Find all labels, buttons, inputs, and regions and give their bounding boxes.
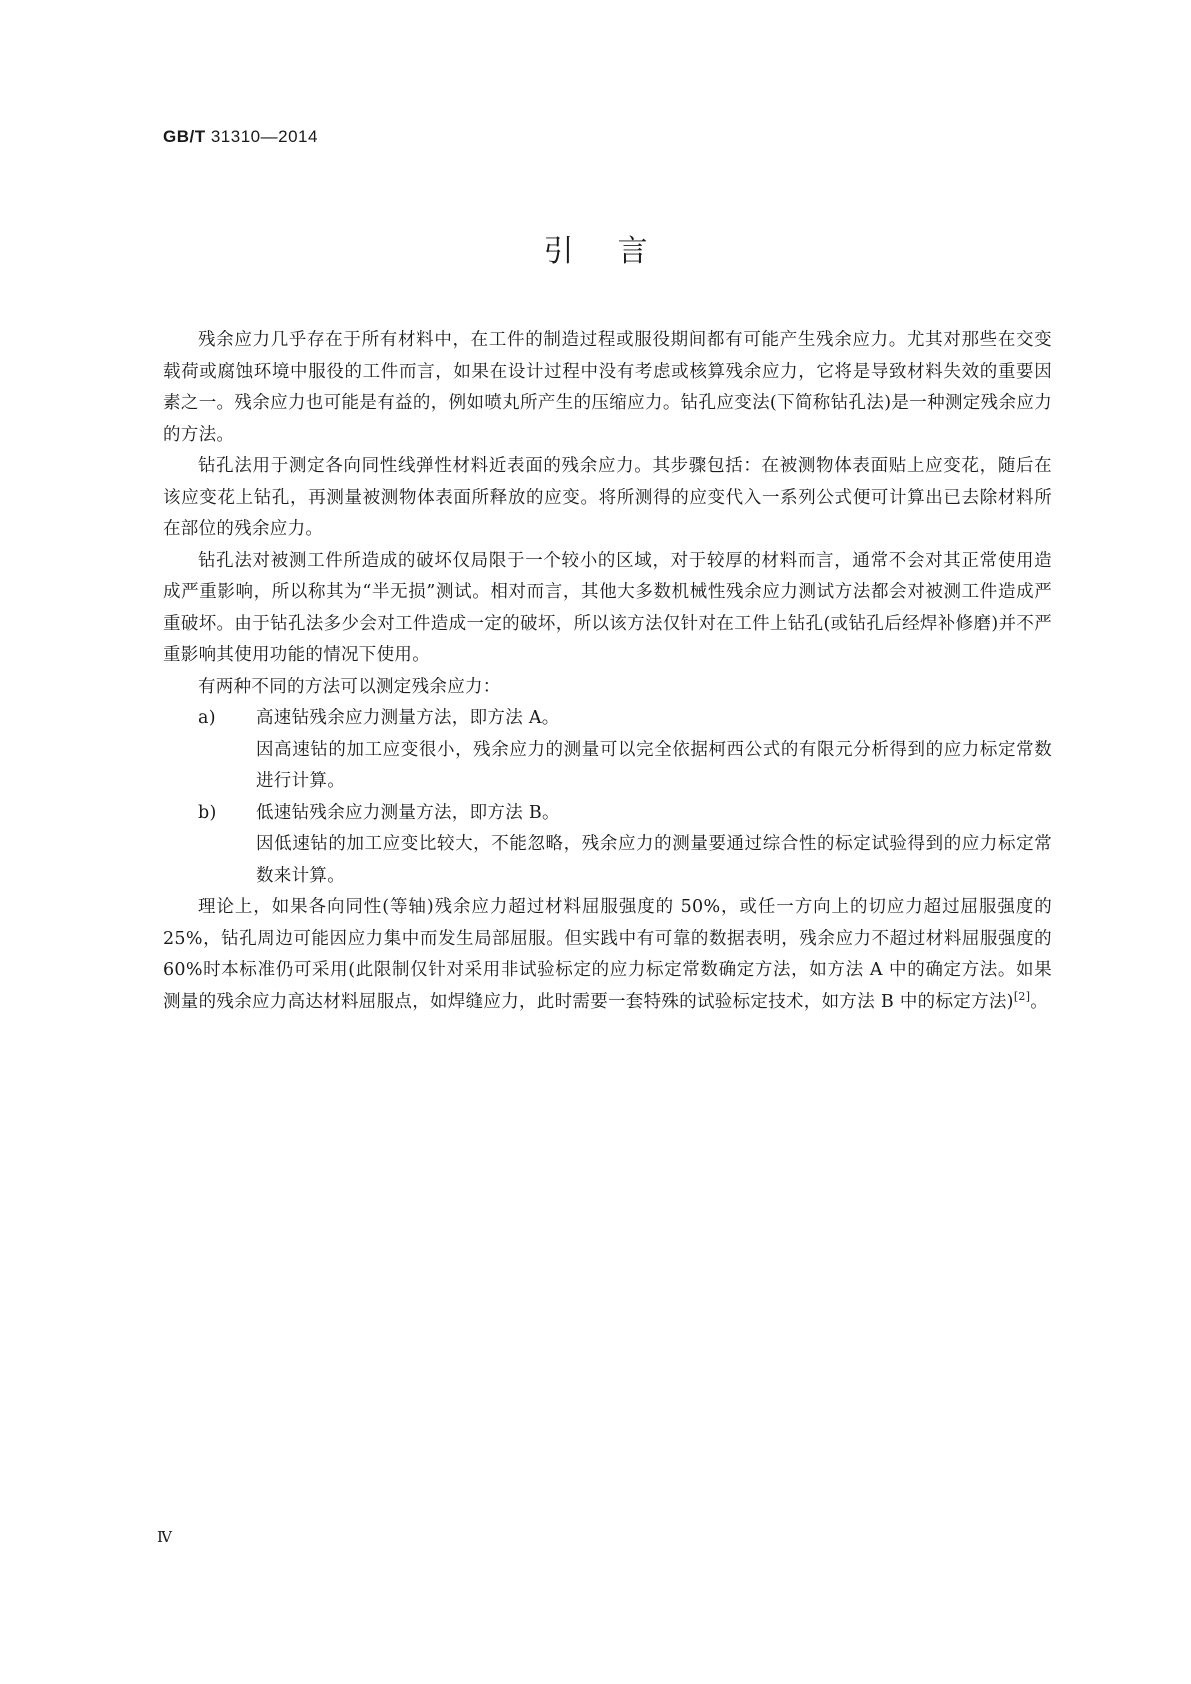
list-detail: 因低速钻的加工应变比较大，不能忽略，残余应力的测量要通过综合性的标定试验得到的应力标定常数来计算。 <box>256 834 1052 886</box>
list-marker: a) <box>198 708 216 728</box>
paragraph: 残余应力几乎存在于所有材料中，在工件的制造过程或服役期间都有可能产生残余应力。尤其对那些在交变载荷或腐蚀环境中服役的工件而言，如果在设计过程中没有考虑或核算残余应力，它将是导致材料失效的重要因素之一。残余应力也可能是有益的，例如喷丸所产生的压缩应力。钻孔应变法(下简称钻孔法)是一种测定残余应力的方法。 <box>163 330 1052 445</box>
closing-end: 。 <box>1030 991 1049 1012</box>
list-body <box>256 703 1052 798</box>
page-number: Ⅳ <box>157 1528 172 1546</box>
list-heading: 高速钻残余应力测量方法，即方法 A。 <box>256 708 560 728</box>
paragraph: 钻孔法用于测定各向同性线弹性材料近表面的残余应力。其步骤包括：在被测物体表面贴上应变花，随后在该应变花上钻孔，再测量被测物体表面所释放的应变。将所测得的应变代入一系列公式便可计算出已去除材料所在部位的残余应力。 <box>163 456 1052 539</box>
page-title: 引言 <box>543 234 692 269</box>
list-detail: 因高速钻的加工应变很小，残余应力的测量可以完全依据柯西公式的有限元分析得到的应力标定常数进行计算。 <box>256 739 1052 791</box>
list-item-a <box>163 703 1052 798</box>
list-marker: b) <box>198 802 217 823</box>
list-heading: 低速钻残余应力测量方法，即方法 B。 <box>256 802 560 823</box>
standard-code <box>163 127 318 147</box>
document-body <box>163 325 1052 1018</box>
standard-number: 31310—2014 <box>210 127 318 146</box>
standard-prefix: GB/T <box>163 127 206 146</box>
list-item-b <box>163 798 1052 893</box>
paragraph: 钻孔法对被测工件所造成的破坏仅局限于一个较小的区域，对于较厚的材料而言，通常不会对其正常使用造成严重影响，所以称其为“半无损”测试。相对而言，其他大多数机械性残余应力测试方法都会对被测工件造成严重破坏。由于钻孔法多少会对工件造成一定的破坏，所以该方法仅针对在工件上钻孔(或钻孔后经焊补修磨)并不严重影响其使用功能的情况下使用。 <box>163 550 1052 665</box>
closing-text: 理论上，如果各向同性(等轴)残余应力超过材料屈服强度的 50%，或任一方向上的切应力超过屈服强度的 25%，钻孔周边可能因应力集中而发生局部屈服。但实践中有可靠的数据表明，残余应力不超过材料屈服强度的 60%时本标准仍可采用(此限制仅针对采用非试验标定的应力标定常数确定方法，如方法 A 中的确定方法。如果测量的残余应力高达材料屈服点，如焊缝应力，此时需要一套特殊的试验标定技术，如方法 B 中的标定方法) <box>163 897 1052 1012</box>
list-body <box>256 798 1052 893</box>
paragraph: 有两种不同的方法可以测定残余应力： <box>198 676 501 697</box>
closing-paragraph <box>163 892 1052 1018</box>
reference-citation[interactable]: [2] <box>1013 989 1031 1003</box>
